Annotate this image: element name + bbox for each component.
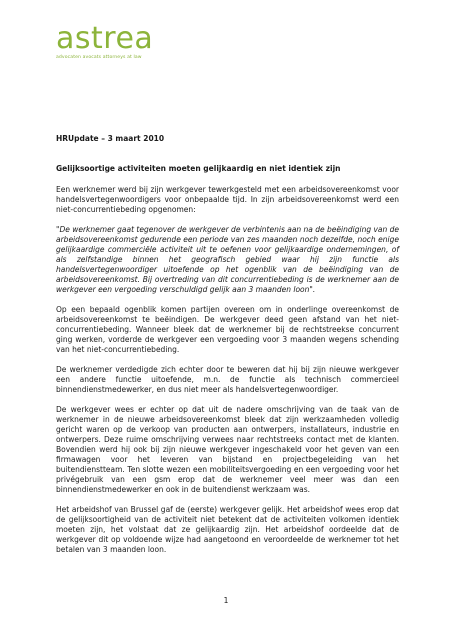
- logo-wordmark: astrea: [56, 21, 154, 56]
- document-subtitle: Gelijksoortige activiteiten moeten gelijkaardig en niet identiek zijn: [56, 164, 341, 173]
- paragraph-intro: Een werknemer werd bij zijn werkgever tewerkgesteld met een arbeidsovereenkomst voor handelsvertegenwoordigers voor onbepaalde tijd. In zijn arbeidsovereenkomst werd een niet-concurrentiebeding opgenomen:: [56, 185, 399, 214]
- paragraph-court-ruling: Het arbeidshof van Brussel gaf de (eerste) werkgever gelijk. Het arbeidshof wees erop dat de gelijksoortigheid van de activiteit niet betekent dat de activiteiten volkomen identiek moeten zijn, het volstaat dat ze gelijkaardig zijn. Het arbeidshof oordeelde dat de werkgever dit op voldoende wijze had aangetoond en veroordeelde de werknemer tot het betalen van 3 maanden loon.: [56, 505, 399, 554]
- document-title: HRUpdate – 3 maart 2010: [56, 134, 165, 143]
- paragraph-termination: Op een bepaald ogenblik komen partijen overeen om in onderlinge overeenkomst de arbeidsovereenkomst te beëindigen. De werkgever deed geen afstand van het niet-concurrentiebeding. Wanneer bleek dat de werknemer bij de rechtstreekse concurrent ging werken, vorderde de werkgever een vergoeding voor 3 maanden wegens schending van het niet-concurrentiebeding.: [56, 305, 399, 354]
- astrea-logo: [56, 21, 166, 60]
- logo-tagline: advocaten avocats attorneys at law: [56, 55, 142, 60]
- paragraph-employer-argument: De werkgever wees er echter op dat uit de nadere omschrijving van de taak van de werknemer in de nieuwe arbeidsovereenkomst bleek dat zijn werkzaamheden volledig gericht waren op de verkoop van producten aan ontwerpers, installateurs, industrie en ontwerpers. Deze ruime omschrijving verwees naar rechtstreeks contact met de klanten. Bovendien werd hij ook bij zijn nieuwe werkgever ingeschakeld voor het geven van een firmawagen voor het leveren van bijstand en projectbegeleiding van het buitendienstteam. Ten slotte wezen een mobiliteitsvergoeding en een vergoeding voor het privégebruik van een gsm erop dat de werknemer veel meer was dan een binnendienstmedewerker en ook in de buitendienst werkzaam was.: [56, 405, 399, 494]
- paragraph-defense: De werknemer verdedigde zich echter door te beweren dat hij bij zijn nieuwe werkgever een andere functie uitoefende, m.n. de functie als technisch commercieel binnendienstmedewerker, en dus niet meer als handelsvertegenwoordiger.: [56, 365, 399, 394]
- paragraph-quote: "De werknemer gaat tegenover de werkgever de verbintenis aan na de beëindiging van de arbeidsovereenkomst gedurende een periode van zes maanden noch dezelfde, noch enige gelijkaardige commerciële activiteit uit te oefenen voor gelijkaardige ondernemingen, of als zelfstandige binnen het geografisch gebied waar hij zijn functie als handelsvertegenwoordiger uitoefende op het ogenblik van de beëindiging van de arbeidsovereenkomst. Bij overtreding van dit concurrentiebeding is de werknemer aan de werkgever een vergoeding verschuldigd gelijk aan 3 maanden loon".: [56, 225, 400, 294]
- page-number: 1: [223, 596, 229, 605]
- document-body: [56, 134, 399, 565]
